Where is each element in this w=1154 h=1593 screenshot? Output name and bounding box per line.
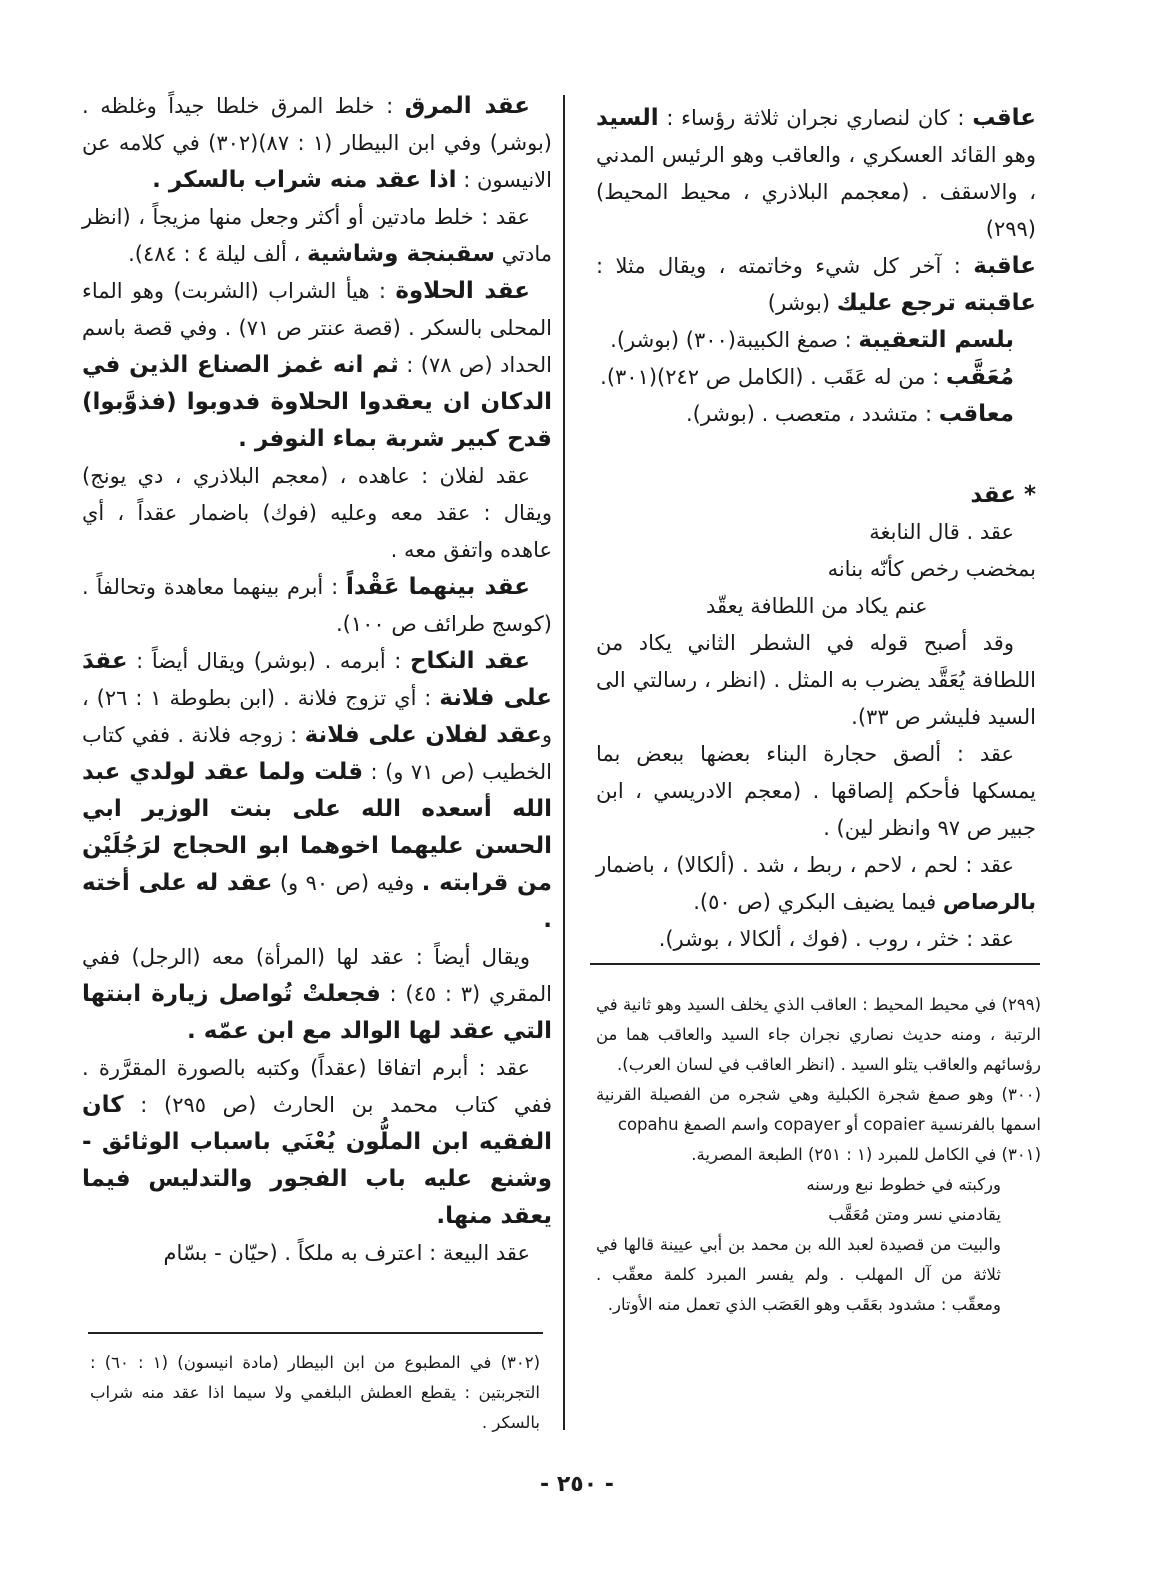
entry-aqiba: [596, 248, 1036, 322]
section-head: * عقد: [970, 482, 1036, 508]
entry-text: ويقال أيضاً : عقد لها (المرأة) معه (الرجل) ففي المقري (٣ : ٤٥) :: [82, 945, 552, 1006]
entry-head: معاقب: [938, 401, 1014, 427]
entry-text: وفيه (ص ٩٠ و): [272, 871, 422, 895]
entry-bold: ثم انه غمز الصناع الذين في الدكان ان يعقدوا الحلاوة فدوبوا (فذوَّبوا) قدح كبير شربة بماء النوفر .: [82, 352, 552, 452]
entry-head: مُعَقَّب: [945, 364, 1014, 390]
entry-text: : صمغ الكبيبة(٣٠٠) (بوشر).: [610, 328, 859, 352]
entry-text: : من له عَقَب . (الكامل ص ٢٤٢)(٣٠١).: [600, 365, 946, 389]
footnote-verse-2: يقادمني نسر ومتن مُعَقَّب: [828, 1205, 1001, 1224]
left-column: [82, 88, 552, 1272]
entry-muaqqab: [596, 359, 1036, 396]
verse-line-2: عنم يكاد من اللطافة يعقّد: [706, 594, 928, 618]
entry-text: : خلط المرق خلطا جيداً وغلظه . (بوشر) وفي ابن البيطار (١ : ٨٧)(٣٠٢) في كلامه عن الانيسون :: [82, 94, 552, 192]
footnote-302: (٣٠٢) في المطبوع من ابن البيطار (مادة انيسون) (١ : ٦٠) : التجربتين : يقطع العطش البلغمي ولا سيما اذا عقد منه شراب بالسكر .: [90, 1353, 540, 1432]
entry-contract: [82, 1050, 552, 1235]
entry-text: : متشدد ، متعصب . (بوشر).: [685, 402, 939, 426]
verse-line-1: بمخضب رخص كأنّه بنانه: [827, 557, 1036, 581]
entry-bold: قلت ولما عقد لولدي عبد الله أسعده الله على بنت الوزير ابي الحسن عليهما اخوهما ابو الحجاج لرَجُلَيْن من قرابته .: [82, 759, 552, 896]
entry-text: : أبرم بينهما معاهدة وتحالفاً . (كوسج طرائف ص ١٠٠).: [82, 575, 552, 636]
entry-paragraph: [596, 847, 1036, 921]
entry-text: : آخر كل شيء وخاتمته ، ويقال مثلا :: [596, 254, 974, 278]
entry-bayaa: عقد البيعة : اعترف به ملكاً . (حيّان - بسّام: [163, 1241, 530, 1265]
entry-text: ، ألف ليلة ٤ : ٤٨٤).: [128, 242, 307, 266]
entry-aqd-laha: [82, 939, 552, 1050]
entry-ahd: عقد لفلان : عاهده ، (معجم البلاذري ، دي يونج) ويقال : عقد معه وعليه (فوك) باضمار عقداً ، أي عاهده واتفق معه .: [82, 464, 552, 562]
entry-bold: فجعلتْ تُواصل زيارة ابنتها التي عقد لها الوالد مع ابن عمّه .: [82, 981, 552, 1044]
entry-muaqib: [596, 396, 1036, 433]
entry-maraq: [82, 88, 552, 199]
footnotes-left: [90, 1348, 540, 1438]
entry-bold: بالرصاص: [942, 890, 1036, 914]
entry-paragraph: وقد أصبح قوله في الشطر الثاني يكاد من اللطافة يُعَقَّد يضرب به المثل . (انظر ، رسالتي الى السيد فليشر ص ٣٣).: [596, 631, 1036, 729]
page-number: - ٢٥٠ -: [540, 1472, 614, 1497]
entry-bold: كان الفقيه ابن الملُّون يُعْنَي باسباب الوثائق - وشنع عليه باب الفجور والتدليس فيما يعقد منها.: [82, 1092, 552, 1229]
entry-bold: عقد لفلان على فلانة: [304, 722, 542, 748]
entry-text: : أبرمه . (بوشر) ويقال أيضاً :: [127, 649, 410, 673]
entry-bold: اذا عقد منه شراب بالسكر .: [152, 167, 457, 193]
entry-head: عاقبة: [973, 253, 1036, 279]
right-column: [596, 100, 1036, 958]
entry-balsam: [596, 322, 1036, 359]
entry-text: : زوجه فلانة . ففي كتاب الخطيب (ص ٧١ و) :: [82, 723, 553, 784]
entry-baynahuma: [82, 569, 552, 643]
entry-bold: سقبنجة وشاشية: [306, 241, 495, 267]
footnote-299: (٢٩٩) في محيط المحيط : العاقب الذي يخلف السيد وهو ثانية في الرتبة ، ومنه حديث نصاري نجران جاء السيد والعاقب هما من رؤسائهم والعاقب يتلو السيد . (انظر العاقب في لسان العرب).: [596, 995, 1041, 1074]
entry-text: عقد : خلط مادتين أو أكثر وجعل منها مزيجاً ، (انظر مادتي: [82, 205, 552, 266]
entry-text: عقد : لحم ، لاحم ، ربط ، شد . (ألكالا) ، باضمار: [596, 853, 1014, 877]
footnote-verse-1: وركبته في خطوط نبع ورسنه: [806, 1175, 1001, 1194]
entry-mix: [82, 199, 552, 273]
section-heading: [596, 477, 1036, 514]
entry-paragraph: عقد : ألصق حجارة البناء بعضها ببعض بما يمسكها فأحكم إلصاقها . (معجم الادريسي ، ابن جبير ص ٩٧ وانظر لين) .: [596, 742, 1036, 840]
entry-text: (بوشر): [767, 291, 837, 315]
entry-aqib: [596, 100, 1036, 248]
footnote-300: (٣٠٠) وهو صمغ شجرة الكبلية وهي شجره من الفصيلة القرنية اسمها بالفرنسية copaier أو copayer واسم الصمغ copahu: [596, 1085, 1041, 1134]
entry-head: عقد النكاح: [409, 648, 530, 674]
entry-text: : كان لنصاري نجران ثلاثة رؤساء :: [658, 106, 973, 130]
footnote-note: والبيت من قصيدة لعبد الله بن محمد بن أبي عيينة قالها في ثلاثة من آل المهلب . ولم يفسر المبرد كلمة معقّب . ومعقّب : مشدود بعَقَب وهو العَصَب الذي تعمل منه الأوتار.: [596, 1235, 1001, 1314]
entry-head: عقد بينهما عَقْداً: [346, 574, 531, 600]
entry-head: عقد المرق: [404, 93, 530, 119]
footnote-301: (٣٠١) في الكامل للمبرد (١ : ٢٥١) الطبعة المصرية.: [691, 1145, 1041, 1164]
entry-text: وهو القائد العسكري ، والعاقب وهو الرئيس المدني ، والاسقف . (معجمم البلاذري ، محيط المحيط)(٢٩٩): [596, 143, 1036, 241]
entry-bold: عقدَ على فلانة: [82, 648, 552, 711]
footnote-rule-left: [88, 1332, 543, 1334]
entry-paragraph: عقد : خثر ، روب . (فوك ، ألكالا ، بوشر).: [658, 927, 1014, 951]
entry-head: عاقبته ترجع عليك: [836, 290, 1036, 316]
entry-line: عقد . قال النابغة: [869, 520, 1014, 544]
entry-text: : هيأ الشراب (الشربت) وهو الماء المحلى بالسكر . (قصة عنتر ص ٧١) . وفي قصة باسم الحداد (ص ٧٨) :: [82, 279, 553, 377]
footnote-rule-right: [590, 963, 1040, 965]
entry-bold: عقد له على أخته .: [82, 870, 552, 933]
entry-head: بلسم التعقيبة: [858, 327, 1014, 353]
column-divider: [563, 95, 565, 1430]
entry-nikah: [82, 643, 552, 939]
entry-head: عقد الحلاوة: [395, 278, 530, 304]
entry-text: عقد : أبرم اتفاقا (عقداً) وكتبه بالصورة المقرَّرة . ففي كتاب محمد بن الحارث (ص ٢٩٥) :: [82, 1056, 552, 1117]
footnotes-right: [596, 990, 1041, 1320]
entry-text: : أي تزوج فلانة . (ابن بطوطة ١ : ٢٦) ، و: [82, 686, 552, 747]
entry-text: فيما يضيف البكري (ص ٥٠).: [693, 890, 943, 914]
entry-halawa: [82, 273, 552, 458]
entry-head: السيد: [596, 105, 659, 131]
entry-head: عاقب: [972, 105, 1036, 131]
